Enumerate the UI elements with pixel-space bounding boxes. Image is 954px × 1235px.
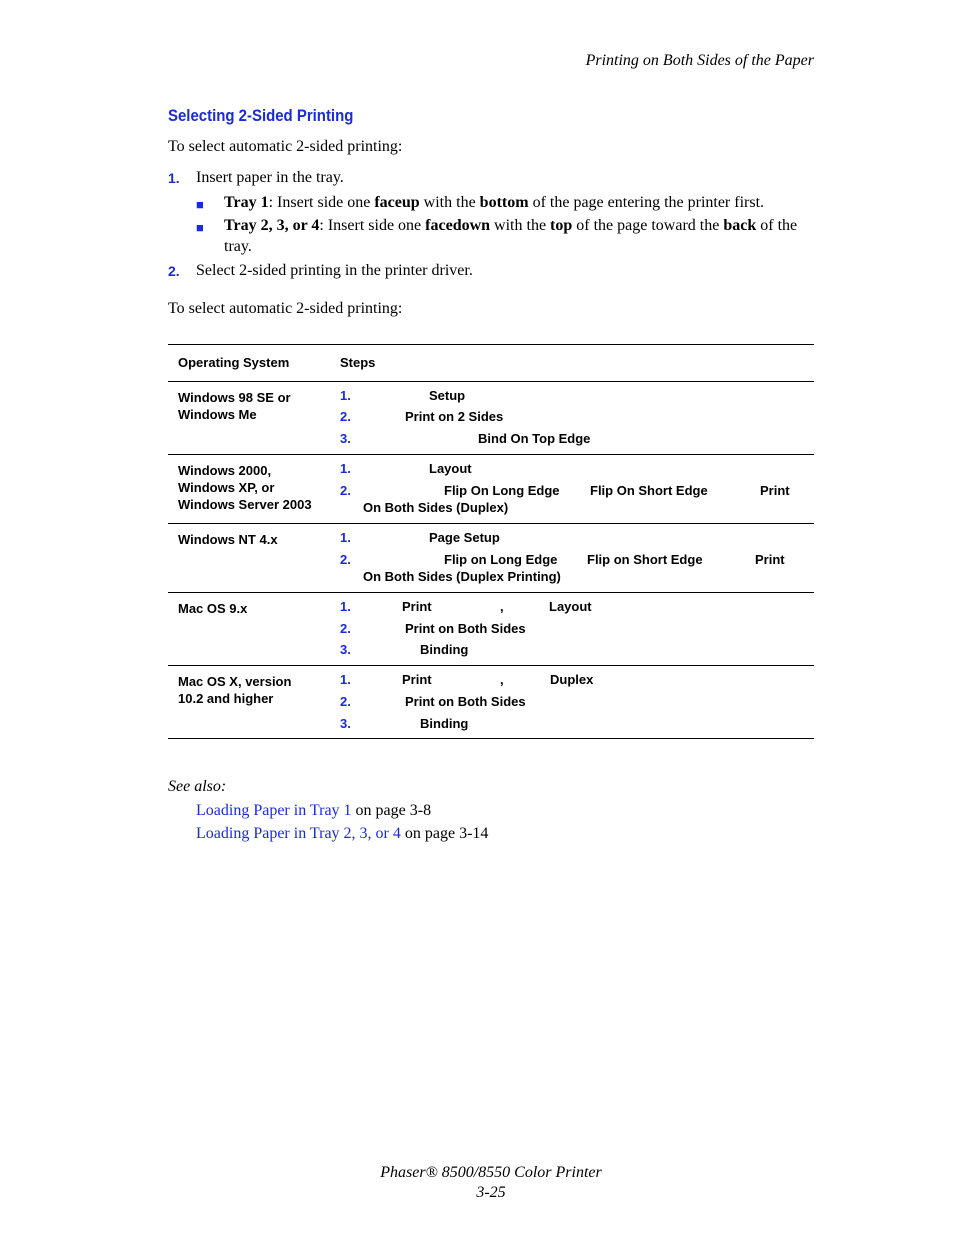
intro-paragraph: To select automatic 2-sided printing: [168, 138, 403, 155]
page-footer [0, 1163, 954, 1203]
ui-term: Flip on Long Edge [444, 552, 558, 567]
table-row [168, 454, 814, 523]
step-text: Select 2-sided printing in the printer driver. [196, 262, 473, 279]
ui-term: On Both Sides (Duplex) [363, 500, 509, 515]
bullet-text-tray234: Tray 2, 3, or 4: Insert side one facedown with the top of the page toward the back of the tray. [224, 217, 798, 255]
column-header-steps: Steps [340, 355, 376, 370]
ui-term: , [500, 599, 504, 614]
bullet-text-tray1: Tray 1: Insert side one faceup with the bottom of the page entering the printer first. [224, 194, 765, 211]
os-name: Mac OS X, version 10.2 and higher [178, 674, 292, 706]
ui-term: Print on Both Sides [405, 621, 526, 636]
step-number: 1. [340, 672, 351, 687]
step-number: 2. [340, 694, 351, 709]
intro-paragraph-2: To select automatic 2-sided printing: [168, 300, 403, 317]
column-header-os: Operating System [178, 355, 290, 370]
step-number: 2. [340, 621, 351, 636]
ui-term: Print on Both Sides [405, 694, 526, 709]
see-also-link[interactable]: Loading Paper in Tray 2, 3, or 4 [196, 825, 401, 842]
ui-term: Page Setup [429, 530, 500, 545]
step-number: 3. [340, 716, 351, 731]
os-steps-table [168, 344, 814, 739]
ui-term: Flip On Short Edge [590, 483, 708, 498]
step-number: 1. [340, 461, 351, 476]
table-row [168, 592, 814, 665]
step-number: 1. [340, 530, 351, 545]
running-head: Printing on Both Sides of the Paper [585, 52, 814, 69]
ui-term: Duplex [550, 672, 594, 687]
see-also-link[interactable]: Loading Paper in Tray 1 [196, 802, 352, 819]
ui-term: Layout [429, 461, 472, 476]
os-name: Windows 98 SE or Windows Me [178, 390, 291, 422]
step-number: 2. [168, 263, 180, 279]
ui-term: Print [402, 672, 432, 687]
table-header-row [168, 344, 814, 381]
table-row [168, 381, 814, 454]
bullet-icon: ■ [196, 220, 204, 235]
ui-term: Bind On Top Edge [478, 431, 591, 446]
footer-page-number: 3-25 [476, 1184, 506, 1201]
step-number: 1. [340, 388, 351, 403]
step-number: 3. [340, 642, 351, 657]
ui-term: Setup [429, 388, 466, 403]
ui-term: Binding [420, 642, 469, 657]
ui-term: Binding [420, 716, 469, 731]
os-name: Windows NT 4.x [178, 532, 278, 547]
see-also-item: Loading Paper in Tray 2, 3, or 4 on page 3-14 [196, 825, 489, 842]
ui-term: Flip On Long Edge [444, 483, 560, 498]
ui-term: Print on 2 Sides [405, 409, 504, 424]
step-number: 2. [340, 409, 351, 424]
ui-term: Print [760, 483, 790, 498]
bullet-icon: ■ [196, 197, 204, 212]
os-name: Mac OS 9.x [178, 601, 248, 616]
section-title: Selecting 2-Sided Printing [168, 106, 354, 125]
step-number: 3. [340, 431, 351, 446]
os-name: Windows 2000, Windows XP, or Windows Server 2003 [178, 463, 312, 512]
see-also-item: Loading Paper in Tray 1 on page 3-8 [196, 802, 432, 819]
ui-term: On Both Sides (Duplex Printing) [363, 569, 561, 584]
ui-term: Print [402, 599, 432, 614]
step-number: 2. [340, 483, 351, 498]
ui-term: Layout [549, 599, 592, 614]
footer-product: Phaser® 8500/8550 Color Printer [380, 1164, 602, 1181]
table-row [168, 665, 814, 739]
step-number: 2. [340, 552, 351, 567]
ui-term: Flip on Short Edge [587, 552, 703, 567]
step-number: 1. [168, 170, 180, 186]
see-also-label: See also: [168, 778, 227, 795]
step-number: 1. [340, 599, 351, 614]
ui-term: Print [755, 552, 785, 567]
table-row [168, 523, 814, 592]
step-text: Insert paper in the tray. [196, 169, 344, 186]
ui-term: , [500, 672, 504, 687]
